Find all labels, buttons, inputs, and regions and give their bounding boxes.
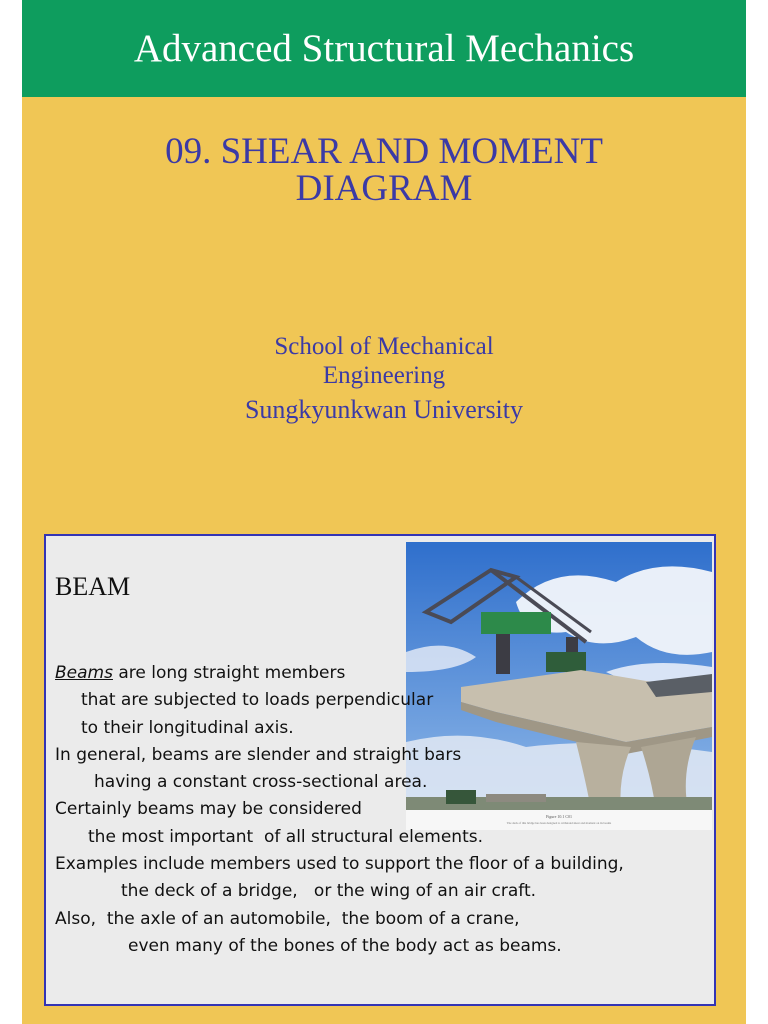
beam-content-box: [44, 534, 716, 1006]
text-line-1-rest: are long straight members: [112, 663, 346, 683]
beam-description: [55, 660, 715, 960]
school-line1: School of Mechanical: [274, 333, 494, 360]
lecture-title-line1: 09. SHEAR AND MOMENT: [165, 131, 603, 172]
text-line-6: Certainly beams may be considered: [55, 799, 362, 820]
text-line-11: even many of the bones of the body act as beams.: [128, 935, 562, 956]
text-line-3: to their longitudinal axis.: [81, 717, 294, 738]
affiliation: [22, 332, 746, 425]
school-line2: Engineering: [322, 362, 446, 389]
text-line-2: that are subjected to loads perpendicular: [81, 690, 434, 711]
section-heading: BEAM: [55, 572, 131, 601]
university-name: Sungkyunkwan University: [244, 395, 524, 424]
text-line-1: [55, 660, 715, 687]
text-line-8: Examples include members used to support the floor of a building,: [55, 854, 624, 875]
lecture-title: [22, 133, 746, 207]
beams-term: Beams: [55, 663, 113, 683]
text-line-4: In general, beams are slender and straight bars: [55, 744, 462, 765]
text-line-9: the deck of a bridge, or the wing of an air craft.: [121, 881, 537, 902]
photo-caption-text: The deck of this bridge has been designed to withstand shear and moment on its beams: [506, 821, 612, 825]
text-line-7: the most important of all structural elements.: [88, 826, 484, 847]
text-line-10: Also, the axle of an automobile, the boom of a crane,: [55, 908, 520, 929]
course-title: Advanced Structural Mechanics: [133, 27, 635, 70]
text-line-5: having a constant cross-sectional area.: [94, 772, 428, 793]
photo-caption-title: Figure 10.1 C01: [545, 814, 573, 819]
header-bar: [22, 0, 746, 97]
crane-trolley: [481, 612, 551, 634]
lecture-title-line2: DIAGRAM: [295, 168, 473, 209]
